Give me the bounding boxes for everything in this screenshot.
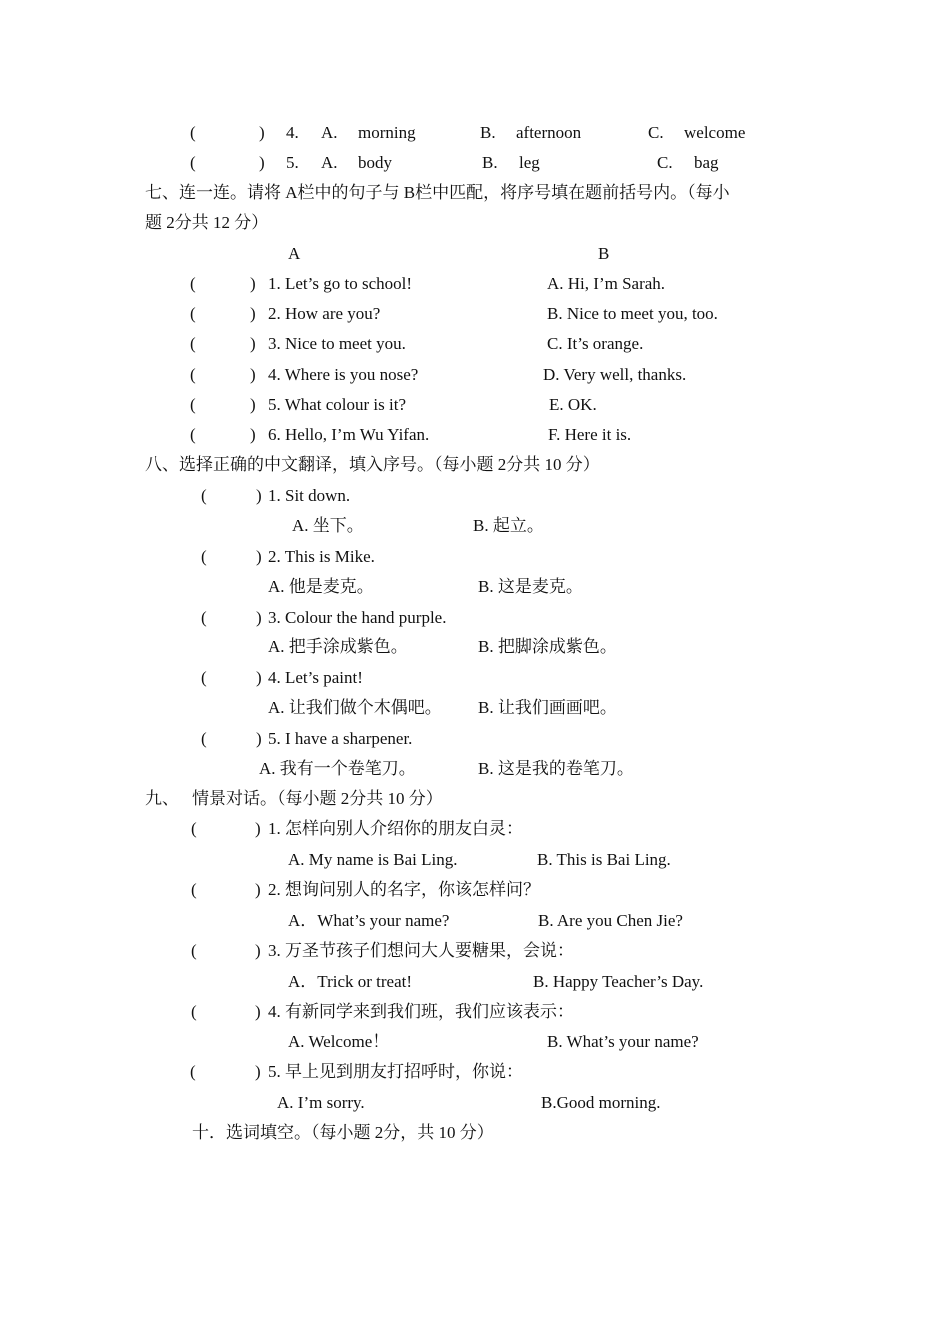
option-a: A. 我有一个卷笔刀。 xyxy=(259,759,416,778)
answer-paren-open: ( xyxy=(191,941,197,960)
option-b: B. What’s your name? xyxy=(547,1032,699,1051)
question-text: 1. Sit down. xyxy=(268,486,351,505)
question-text: 4. Let’s paint! xyxy=(268,668,363,687)
answer-paren-open: ( xyxy=(190,304,196,323)
answer-paren-open: ( xyxy=(201,729,207,748)
answer-paren-close: ) xyxy=(250,304,256,323)
answer-paren-close: ) xyxy=(255,1062,261,1081)
option-b: B. 让我们画画吧。 xyxy=(478,698,617,717)
option-label: A. xyxy=(321,123,338,142)
option-b: B. Are you Chen Jie? xyxy=(538,911,683,930)
sentence-b: C. It’s orange. xyxy=(547,334,644,353)
question-text: 5. I have a sharpener. xyxy=(268,729,413,748)
question-text: 2. This is Mike. xyxy=(268,547,375,566)
option-a: morning xyxy=(358,123,416,142)
answer-paren-close: ) xyxy=(256,486,262,505)
option-a: A．What’s your name? xyxy=(288,911,450,930)
answer-paren-open: ( xyxy=(191,1002,197,1021)
option-b: B. 这是我的卷笔刀。 xyxy=(478,759,634,778)
answer-paren-open: ( xyxy=(190,123,196,142)
answer-paren-open: ( xyxy=(201,608,207,627)
question-text: 3. Colour the hand purple. xyxy=(268,608,447,627)
answer-paren-close: ) xyxy=(255,1002,261,1021)
answer-paren-close: ) xyxy=(259,123,265,142)
option-label: B. xyxy=(482,153,498,172)
question-text: 4. 有新同学来到我们班，我们应该表示： xyxy=(268,1002,574,1021)
sentence-a: 2. How are you? xyxy=(268,304,381,323)
question-text: 3. 万圣节孩子们想问大人要糖果，会说： xyxy=(268,941,574,960)
option-b: B. 起立。 xyxy=(473,516,544,535)
section-title: 八、选择正确的中文翻译，填入序号。（每小题 2分共 10 分） xyxy=(145,455,600,474)
answer-paren-close: ) xyxy=(256,729,262,748)
answer-paren-open: ( xyxy=(201,668,207,687)
option-b: B. Happy Teacher’s Day. xyxy=(533,972,704,991)
answer-paren-open: ( xyxy=(190,334,196,353)
answer-paren-open: ( xyxy=(201,486,207,505)
answer-paren-close: ) xyxy=(250,334,256,353)
sentence-b: D. Very well, thanks. xyxy=(543,365,687,384)
answer-paren-close: ) xyxy=(250,274,256,293)
question-number: 5. xyxy=(286,153,299,172)
question-text: 2. 想询问别人的名字，你该怎样问？ xyxy=(268,880,540,899)
option-b: B. 这是麦克。 xyxy=(478,577,583,596)
option-label: A. xyxy=(321,153,338,172)
option-b: B. 把脚涂成紫色。 xyxy=(478,637,617,656)
answer-paren-close: ) xyxy=(255,941,261,960)
answer-paren-close: ) xyxy=(259,153,265,172)
option-c: welcome xyxy=(684,123,746,142)
answer-paren-close: ) xyxy=(255,819,261,838)
option-a: body xyxy=(358,153,392,172)
sentence-b: E. OK. xyxy=(549,395,597,414)
section-number: 九、 xyxy=(145,789,179,808)
section-title: 七、连一连。请将 A栏中的句子与 B栏中匹配，将序号填在题前括号内。（每小 xyxy=(145,183,730,202)
option-b: afternoon xyxy=(516,123,582,142)
answer-paren-open: ( xyxy=(190,425,196,444)
option-a: A. I’m sorry. xyxy=(277,1093,365,1112)
option-b: B. This is Bai Ling. xyxy=(537,850,671,869)
answer-paren-open: ( xyxy=(190,153,196,172)
option-a: A. 把手涂成紫色。 xyxy=(268,637,408,656)
question-text: 1. 怎样向别人介绍你的朋友白灵： xyxy=(268,819,523,838)
option-b: leg xyxy=(519,153,540,172)
question-text: 5. 早上见到朋友打招呼时，你说： xyxy=(268,1062,523,1081)
answer-paren-open: ( xyxy=(190,395,196,414)
option-a: A. My name is Bai Ling. xyxy=(288,850,458,869)
option-label: B. xyxy=(480,123,496,142)
answer-paren-close: ) xyxy=(250,395,256,414)
sentence-b: B. Nice to meet you, too. xyxy=(547,304,718,323)
question-number: 4. xyxy=(286,123,299,142)
option-label: C. xyxy=(657,153,673,172)
answer-paren-close: ) xyxy=(256,547,262,566)
sentence-b: A. Hi, I’m Sarah. xyxy=(547,274,666,293)
answer-paren-close: ) xyxy=(250,425,256,444)
answer-paren-close: ) xyxy=(250,365,256,384)
section-title-cont: 题 2分共 12 分） xyxy=(145,213,269,232)
option-c: bag xyxy=(694,153,719,172)
column-header-a: A xyxy=(288,244,301,263)
column-header-b: B xyxy=(598,244,610,263)
sentence-a: 6. Hello, I’m Wu Yifan. xyxy=(268,425,430,444)
option-a: A. 坐下。 xyxy=(292,516,364,535)
option-a: A. Welcome！ xyxy=(288,1032,390,1051)
option-a: A. 让我们做个木偶吧。 xyxy=(268,698,442,717)
answer-paren-open: ( xyxy=(191,880,197,899)
option-b: B.Good morning. xyxy=(541,1093,661,1112)
option-a: A. 他是麦克。 xyxy=(268,577,374,596)
section-title: 情景对话。（每小题 2分共 10 分） xyxy=(192,789,443,808)
sentence-a: 1. Let’s go to school! xyxy=(268,274,413,293)
sentence-b: F. Here it is. xyxy=(548,425,632,444)
answer-paren-open: ( xyxy=(201,547,207,566)
option-label: C. xyxy=(648,123,664,142)
sentence-a: 5. What colour is it? xyxy=(268,395,407,414)
answer-paren-open: ( xyxy=(190,1062,196,1081)
answer-paren-open: ( xyxy=(190,365,196,384)
sentence-a: 4. Where is you nose? xyxy=(268,365,419,384)
answer-paren-close: ) xyxy=(256,668,262,687)
answer-paren-open: ( xyxy=(191,819,197,838)
answer-paren-close: ) xyxy=(256,608,262,627)
section-title: 十．选词填空。（每小题 2分，共 10 分） xyxy=(192,1123,494,1142)
sentence-a: 3. Nice to meet you. xyxy=(268,334,406,353)
answer-paren-close: ) xyxy=(255,880,261,899)
option-a: A．Trick or treat! xyxy=(288,972,413,991)
answer-paren-open: ( xyxy=(190,274,196,293)
